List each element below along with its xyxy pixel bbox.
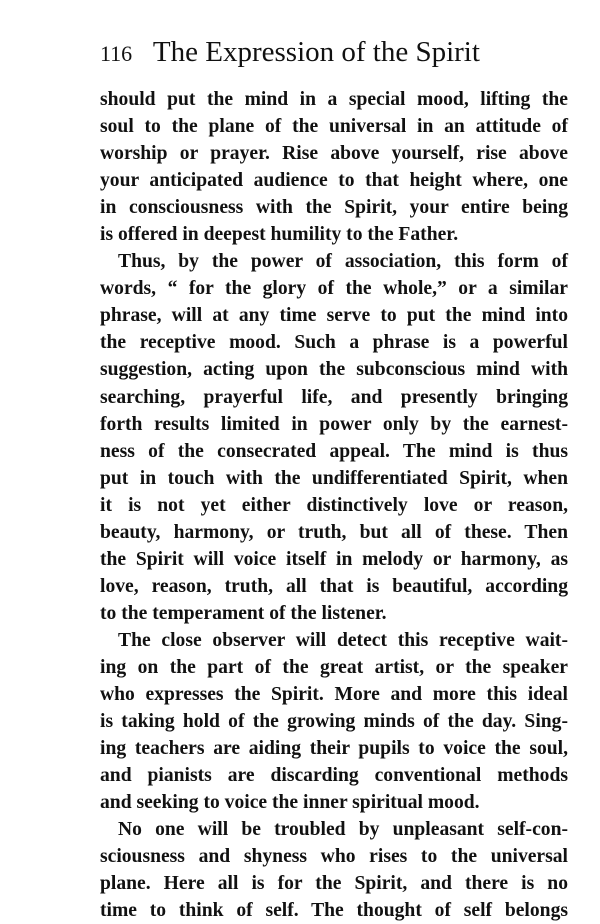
text-line: words, “ for the glory of the whole,” or a similar [100,278,568,300]
text-line: should put the mind in a special mood, lifting the [100,89,568,110]
text-line: put in touch with the undifferentiated Spirit, when [100,467,568,489]
paragraph [100,248,568,627]
paragraph [100,816,568,924]
text-line: the receptive mood. Such a phrase is a powerful [100,332,568,354]
text-line: soul to the plane of the universal in an attitude of [100,116,568,138]
text-line: and seeking to voice the inner spiritual mood. [100,792,480,814]
text-line: is taking hold of the growing minds of the day. Sing- [100,711,568,733]
body-text [100,86,568,924]
text-line: your anticipated audience to that height where, one [100,170,568,192]
paragraph [100,86,568,248]
text-line: worship or prayer. Rise above yourself, rise above [100,143,568,165]
text-line: searching, prayerful life, and presently bringing [100,386,568,408]
text-line: the Spirit will voice itself in melody or harmony, as [100,548,568,570]
text-line: love, reason, truth, all that is beautiful, according [100,575,568,597]
text-line: ing teachers are aiding their pupils to voice the soul, [100,738,568,760]
text-line: beauty, harmony, or truth, but all of these. Then [100,521,568,543]
text-line: sciousness and shyness who rises to the universal [100,846,568,868]
text-line: forth results limited in power only by the earnest- [100,413,568,435]
text-line: is offered in deepest humility to the Father. [100,224,459,246]
text-line: ness of the consecrated appeal. The mind is thus [100,440,568,462]
page-number: 116 [100,41,133,66]
text-line: in consciousness with the Spirit, your entire being [100,197,568,219]
text-line: time to think of self. The thought of self belongs [100,900,568,922]
running-title: The Expression of the Spirit [152,36,480,68]
text-line: who expresses the Spirit. More and more this ideal [100,684,568,706]
text-line: it is not yet either distinctively love or reason, [100,494,568,516]
text-line: suggestion, acting upon the subconscious mind with [100,359,568,381]
text-line: ing on the part of the great artist, or the speaker [100,656,568,678]
running-header [100,36,480,69]
text-line: to the temperament of the listener. [100,602,387,624]
text-line: The close observer will detect this receptive wait- [118,629,568,651]
text-line: plane. Here all is for the Spirit, and there is no [100,873,568,895]
text-line: Thus, by the power of association, this form of [118,251,568,273]
text-line: No one will be troubled by unpleasant self-con- [118,819,568,841]
text-line: and pianists are discarding conventional methods [100,765,568,787]
text-line: phrase, will at any time serve to put the mind into [100,305,568,327]
paragraph [100,627,568,816]
